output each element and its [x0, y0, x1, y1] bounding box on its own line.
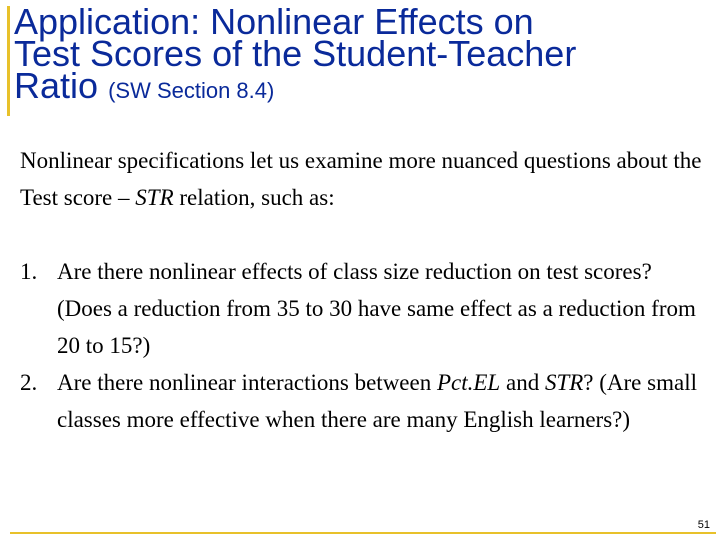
- title-line-1: Application: Nonlinear Effects on: [14, 1, 534, 42]
- intro-text-part2: relation, such as:: [173, 185, 335, 210]
- item-text-part3: ? (Are small classes more effective when there are many English learners?): [57, 370, 697, 432]
- page-number: 51: [697, 519, 710, 531]
- question-list: [20, 253, 710, 438]
- item-pctel-term: Pct.EL: [436, 370, 501, 395]
- bottom-accent-line: [10, 532, 716, 534]
- item-text: Are there nonlinear effects of class size reduction on test scores? (Does a reduction from 35 to 30 have same effect as a reduction from 20 to 15?): [57, 259, 696, 358]
- title-line-3: Ratio: [14, 65, 99, 106]
- list-item: [20, 253, 710, 364]
- item-text-part1: Are there nonlinear interactions between: [57, 370, 437, 395]
- left-accent-bar: [7, 6, 10, 116]
- item-number: 2.: [20, 370, 38, 395]
- intro-paragraph: [20, 142, 710, 216]
- intro-text-part1: Nonlinear specifications let us examine more nuanced questions about the Test score –: [20, 148, 702, 210]
- title-line-2: Test Scores of the Student-Teacher: [14, 33, 577, 74]
- intro-str-term: STR: [135, 185, 174, 210]
- title-section-ref: (SW Section 8.4): [108, 78, 275, 103]
- slide-title: [14, 1, 714, 107]
- item-str-term: STR: [544, 370, 584, 395]
- item-number: 1.: [20, 259, 38, 284]
- slide-body: [20, 142, 710, 438]
- list-item: [20, 364, 710, 438]
- item-text-part2: and: [500, 370, 545, 395]
